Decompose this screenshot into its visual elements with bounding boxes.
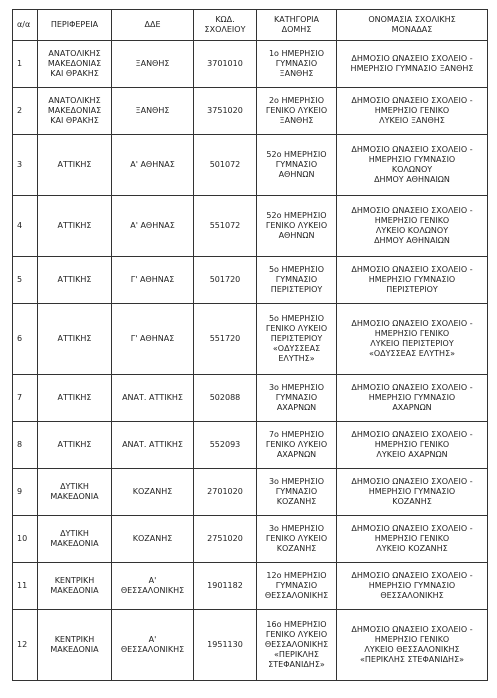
cell-text-line: ΚΟΖΑΝΗΣ	[132, 487, 173, 496]
cell-text-line: ΔΥΤΙΚΗ	[60, 529, 89, 538]
table-row	[13, 135, 488, 196]
cell-text-line: 501720	[209, 275, 241, 284]
col-aa-cell	[13, 196, 38, 257]
cell-text-line: ΔΗΜΟΣΙΟ ΩΝΑΣΕΙΟ ΣΧΟΛΕΙΟ -	[351, 477, 473, 486]
cell-text-line: 502088	[209, 393, 241, 402]
col-region-cell	[38, 88, 112, 135]
header-dde	[112, 10, 194, 41]
cell-text-line: ΑΝΑΤ. ΑΤΤΙΚΗΣ	[122, 440, 183, 449]
col-region-cell	[38, 375, 112, 422]
header-text-line: ΟΝΟΜΑΣΙΑ ΣΧΟΛΙΚΗΣ	[368, 15, 456, 24]
col-aa-cell	[13, 304, 38, 375]
cell-text-line: ΜΑΚΕΔΟΝΙΑ	[50, 492, 99, 501]
cell-text-line: ΜΑΚΕΔΟΝΙΑΣ	[47, 59, 102, 68]
col-aa-cell	[13, 257, 38, 304]
cell-text-line: ΠΕΡΙΣΤΕΡΙΟΥ	[270, 334, 323, 343]
col-aa-cell	[13, 422, 38, 469]
cell-text-line: 551072	[209, 221, 241, 230]
cell-text-line: ΠΕΡΙΣΤΕΡΙΟΥ	[270, 285, 323, 294]
col-dde-cell	[112, 610, 194, 681]
col-code-cell	[194, 469, 257, 516]
cell-text-line: 3ο ΗΜΕΡΗΣΙΟ	[268, 477, 325, 486]
cell-text-line: ΘΕΣΣΑΛΟΝΙΚΗΣ	[380, 591, 444, 600]
col-school-name-cell	[337, 257, 488, 304]
header-code	[194, 10, 257, 41]
cell-text-line: 5ο ΗΜΕΡΗΣΙΟ	[268, 314, 325, 323]
col-dde-cell	[112, 304, 194, 375]
col-school-name-cell	[337, 304, 488, 375]
col-dde-cell	[112, 135, 194, 196]
col-school-name-cell	[337, 196, 488, 257]
col-school-name-cell	[337, 41, 488, 88]
cell-text-line: ΓΥΜΝΑΣΙΟ	[275, 275, 318, 284]
cell-text-line: ΗΜΕΡΗΣΙΟ ΓΕΝΙΚΟ	[374, 106, 450, 115]
cell-text-line: «ΟΔΥΣΣΕΑΣ	[272, 344, 321, 353]
cell-text-line: ΑΧΑΡΝΩΝ	[276, 450, 317, 459]
cell-text-line: ΜΑΚΕΔΟΝΙΑ	[50, 645, 99, 654]
col-region-cell	[38, 610, 112, 681]
col-region-cell	[38, 196, 112, 257]
col-region-cell	[38, 516, 112, 563]
col-code-cell	[194, 516, 257, 563]
cell-text-line: ΔΗΜΟΣΙΟ ΩΝΑΣΕΙΟ ΣΧΟΛΕΙΟ -	[351, 319, 473, 328]
cell-text-line: 3ο ΗΜΕΡΗΣΙΟ	[268, 383, 325, 392]
cell-text-line: 1901182	[207, 581, 243, 590]
cell-text-line: ΔΗΜΟΣΙΟ ΩΝΑΣΕΙΟ ΣΧΟΛΕΙΟ -	[351, 571, 473, 580]
header-school-name	[337, 10, 488, 41]
cell-text-line: ΞΑΝΘΗΣ	[135, 106, 170, 115]
col-category-cell	[257, 41, 337, 88]
col-category-cell	[257, 516, 337, 563]
col-region-cell	[38, 41, 112, 88]
cell-text-line: ΔΗΜΟΣΙΟ ΩΝΑΣΕΙΟ ΣΧΟΛΕΙΟ -	[351, 625, 473, 634]
cell-text-line: 7	[17, 393, 23, 402]
cell-text-line: ΗΜΕΡΗΣΙΟ ΓΥΜΝΑΣΙΟ	[368, 155, 456, 164]
col-region-cell	[38, 135, 112, 196]
cell-text-line: ΞΑΝΘΗΣ	[135, 59, 170, 68]
cell-text-line: ΗΜΕΡΗΣΙΟ ΓΕΝΙΚΟ	[374, 440, 450, 449]
cell-text-line: Α'	[148, 635, 157, 644]
col-category-cell	[257, 610, 337, 681]
col-code-cell	[194, 41, 257, 88]
col-dde-cell	[112, 375, 194, 422]
col-dde-cell	[112, 422, 194, 469]
cell-text-line: ΘΕΣΣΑΛΟΝΙΚΗΣ	[120, 645, 185, 654]
cell-text-line: ΕΛΥΤΗΣ»	[278, 354, 315, 363]
cell-text-line: ΘΕΣΣΑΛΟΝΙΚΗΣ	[264, 591, 329, 600]
header-text-line: ΠΕΡΙΦΕΡΕΙΑ	[50, 20, 99, 29]
cell-text-line: 552093	[209, 440, 241, 449]
cell-text-line: ΛΥΚΕΙΟ ΘΕΣΣΑΛΟΝΙΚΗΣ	[364, 645, 460, 654]
cell-text-line: ΛΥΚΕΙΟ ΑΧΑΡΝΩΝ	[376, 450, 448, 459]
col-dde-cell	[112, 196, 194, 257]
col-category-cell	[257, 469, 337, 516]
cell-text-line: ΔΗΜΟΥ ΑΘΗΝΑΙΩΝ	[374, 236, 450, 245]
cell-text-line: ΗΜΕΡΗΣΙΟ ΓΥΜΝΑΣΙΟ	[368, 275, 456, 284]
cell-text-line: 6	[17, 334, 23, 343]
col-aa-cell	[13, 469, 38, 516]
cell-text-line: 4	[17, 221, 23, 230]
header-region	[38, 10, 112, 41]
col-school-name-cell	[337, 516, 488, 563]
cell-text-line: ΑΤΤΙΚΗΣ	[57, 440, 92, 449]
cell-text-line: 12ο ΗΜΕΡΗΣΙΟ	[266, 571, 327, 580]
cell-text-line: ΑΧΑΡΝΩΝ	[276, 403, 317, 412]
col-code-cell	[194, 375, 257, 422]
table-row	[13, 469, 488, 516]
cell-text-line: ΔΗΜΟΣΙΟ ΩΝΑΣΕΙΟ ΣΧΟΛΕΙΟ -	[351, 145, 473, 154]
cell-text-line: 12	[17, 640, 28, 649]
header-text-line: ΜΟΝΑΔΑΣ	[391, 25, 433, 34]
cell-text-line: ΘΕΣΣΑΛΟΝΙΚΗΣ	[120, 586, 185, 595]
cell-text-line: ΚΑΙ ΘΡΑΚΗΣ	[50, 116, 99, 125]
col-aa-cell	[13, 375, 38, 422]
table-row	[13, 196, 488, 257]
cell-text-line: ΞΑΝΘΗΣ	[279, 69, 314, 78]
col-dde-cell	[112, 88, 194, 135]
col-code-cell	[194, 135, 257, 196]
cell-text-line: ΓΕΝΙΚΟ ΛΥΚΕΙΟ	[265, 221, 328, 230]
col-aa-cell	[13, 88, 38, 135]
cell-text-line: ΜΑΚΕΔΟΝΙΑ	[50, 539, 99, 548]
col-dde-cell	[112, 563, 194, 610]
col-aa-cell	[13, 41, 38, 88]
cell-text-line: «ΠΕΡΙΚΛΗΣ ΣΤΕΦΑΝΙΔΗΣ»	[359, 655, 465, 664]
cell-text-line: ΛΥΚΕΙΟ ΠΕΡΙΣΤΕΡΙΟΥ	[370, 339, 454, 348]
cell-text-line: 9	[17, 487, 23, 496]
header-category	[257, 10, 337, 41]
cell-text-line: ΞΑΝΘΗΣ	[279, 116, 314, 125]
cell-text-line: 1	[17, 59, 23, 68]
cell-text-line: ΗΜΕΡΗΣΙΟ ΓΥΜΝΑΣΙΟ ΞΑΝΘΗΣ	[350, 64, 474, 73]
table-row	[13, 88, 488, 135]
cell-text-line: ΑΝΑΤΟΛΙΚΗΣ	[48, 49, 101, 58]
cell-text-line: 16ο ΗΜΕΡΗΣΙΟ	[266, 620, 327, 629]
cell-text-line: ΗΜΕΡΗΣΙΟ ΓΥΜΝΑΣΙΟ	[368, 393, 456, 402]
cell-text-line: «ΠΕΡΙΚΛΗΣ	[274, 650, 319, 659]
col-aa-cell	[13, 563, 38, 610]
cell-text-line: Α' ΑΘΗΝΑΣ	[130, 160, 175, 169]
cell-text-line: ΚΟΛΩΝΟΥ	[391, 165, 433, 174]
cell-text-line: ΔΗΜΟΣΙΟ ΩΝΑΣΕΙΟ ΣΧΟΛΕΙΟ -	[351, 430, 473, 439]
col-region-cell	[38, 563, 112, 610]
col-code-cell	[194, 257, 257, 304]
cell-text-line: ΗΜΕΡΗΣΙΟ ΓΥΜΝΑΣΙΟ	[368, 581, 456, 590]
col-aa-cell	[13, 610, 38, 681]
col-school-name-cell	[337, 422, 488, 469]
cell-text-line: 2ο ΗΜΕΡΗΣΙΟ	[268, 96, 325, 105]
col-school-name-cell	[337, 563, 488, 610]
cell-text-line: 3ο ΗΜΕΡΗΣΙΟ	[268, 524, 325, 533]
cell-text-line: ΓΥΜΝΑΣΙΟ	[275, 487, 318, 496]
col-category-cell	[257, 196, 337, 257]
cell-text-line: ΔΗΜΟΣΙΟ ΩΝΑΣΕΙΟ ΣΧΟΛΕΙΟ -	[351, 54, 473, 63]
cell-text-line: ΣΤΕΦΑΝΙΔΗΣ»	[268, 660, 325, 669]
cell-text-line: ΛΥΚΕΙΟ ΚΟΛΩΝΟΥ	[375, 226, 449, 235]
cell-text-line: ΑΤΤΙΚΗΣ	[57, 275, 92, 284]
header-aa	[13, 10, 38, 41]
cell-text-line: ΓΕΝΙΚΟ ΛΥΚΕΙΟ	[265, 630, 328, 639]
table-row	[13, 516, 488, 563]
cell-text-line: 5ο ΗΜΕΡΗΣΙΟ	[268, 265, 325, 274]
col-code-cell	[194, 88, 257, 135]
cell-text-line: ΚΕΝΤΡΙΚΗ	[54, 635, 95, 644]
cell-text-line: ΓΥΜΝΑΣΙΟ	[275, 59, 318, 68]
cell-text-line: 3	[17, 160, 23, 169]
cell-text-line: 8	[17, 440, 23, 449]
cell-text-line: ΗΜΕΡΗΣΙΟ ΓΥΜΝΑΣΙΟ	[368, 487, 456, 496]
cell-text-line: ΔΗΜΟΣΙΟ ΩΝΑΣΕΙΟ ΣΧΟΛΕΙΟ -	[351, 206, 473, 215]
cell-text-line: ΓΥΜΝΑΣΙΟ	[275, 581, 318, 590]
cell-text-line: ΗΜΕΡΗΣΙΟ ΓΕΝΙΚΟ	[374, 216, 450, 225]
col-dde-cell	[112, 516, 194, 563]
table-row	[13, 304, 488, 375]
table-row	[13, 422, 488, 469]
col-category-cell	[257, 422, 337, 469]
cell-text-line: Γ' ΑΘΗΝΑΣ	[130, 334, 175, 343]
cell-text-line: 501072	[209, 160, 241, 169]
cell-text-line: ΑΝΑΤΟΛΙΚΗΣ	[48, 96, 101, 105]
cell-text-line: 1951130	[207, 640, 243, 649]
cell-text-line: ΚΟΖΑΝΗΣ	[132, 534, 173, 543]
cell-text-line: ΑΝΑΤ. ΑΤΤΙΚΗΣ	[122, 393, 183, 402]
cell-text-line: ΑΤΤΙΚΗΣ	[57, 160, 92, 169]
table-row	[13, 610, 488, 681]
header-text-line: ΔΟΜΗΣ	[281, 25, 312, 34]
header-row	[13, 10, 488, 41]
col-region-cell	[38, 257, 112, 304]
cell-text-line: ΓΥΜΝΑΣΙΟ	[275, 393, 318, 402]
col-dde-cell	[112, 257, 194, 304]
cell-text-line: ΜΑΚΕΔΟΝΙΑΣ	[47, 106, 102, 115]
cell-text-line: 1ο ΗΜΕΡΗΣΙΟ	[268, 49, 325, 58]
col-school-name-cell	[337, 135, 488, 196]
cell-text-line: 2701020	[207, 487, 243, 496]
cell-text-line: ΚΑΙ ΘΡΑΚΗΣ	[50, 69, 99, 78]
col-category-cell	[257, 135, 337, 196]
header-text-line: ΚΩΔ.	[215, 15, 235, 24]
cell-text-line: ΑΤΤΙΚΗΣ	[57, 334, 92, 343]
cell-text-line: 10	[17, 534, 28, 543]
col-code-cell	[194, 610, 257, 681]
cell-text-line: ΗΜΕΡΗΣΙΟ ΓΕΝΙΚΟ	[374, 635, 450, 644]
cell-text-line: 551720	[209, 334, 241, 343]
col-school-name-cell	[337, 88, 488, 135]
cell-text-line: ΜΑΚΕΔΟΝΙΑ	[50, 586, 99, 595]
table-row	[13, 375, 488, 422]
cell-text-line: ΓΕΝΙΚΟ ΛΥΚΕΙΟ	[265, 440, 328, 449]
cell-text-line: ΘΕΣΣΑΛΟΝΙΚΗΣ	[264, 640, 329, 649]
cell-text-line: Α'	[148, 576, 157, 585]
cell-text-line: 3701010	[207, 59, 243, 68]
cell-text-line: ΗΜΕΡΗΣΙΟ ΓΕΝΙΚΟ	[374, 329, 450, 338]
cell-text-line: 52ο ΗΜΕΡΗΣΙΟ	[266, 211, 327, 220]
col-category-cell	[257, 375, 337, 422]
cell-text-line: ΑΧΑΡΝΩΝ	[392, 403, 432, 412]
cell-text-line: ΑΘΗΝΩΝ	[278, 170, 315, 179]
col-code-cell	[194, 563, 257, 610]
header-text-line: ΔΔΕ	[144, 20, 161, 29]
cell-text-line: 2751020	[207, 534, 243, 543]
table-row	[13, 41, 488, 88]
cell-text-line: ΑΘΗΝΩΝ	[278, 231, 315, 240]
col-school-name-cell	[337, 375, 488, 422]
cell-text-line: 7ο ΗΜΕΡΗΣΙΟ	[268, 430, 325, 439]
col-aa-cell	[13, 516, 38, 563]
schools-table	[12, 9, 488, 681]
cell-text-line: ΛΥΚΕΙΟ ΚΟΖΑΝΗΣ	[376, 544, 448, 553]
col-category-cell	[257, 257, 337, 304]
col-dde-cell	[112, 41, 194, 88]
header-text-line: ΚΑΤΗΓΟΡΙΑ	[273, 15, 320, 24]
cell-text-line: Α' ΑΘΗΝΑΣ	[130, 221, 175, 230]
col-category-cell	[257, 304, 337, 375]
cell-text-line: ΚΟΖΑΝΗΣ	[276, 544, 317, 553]
cell-text-line: ΓΕΝΙΚΟ ΛΥΚΕΙΟ	[265, 534, 328, 543]
cell-text-line: ΚΟΖΑΝΗΣ	[276, 497, 317, 506]
cell-text-line: ΑΤΤΙΚΗΣ	[57, 393, 92, 402]
table-header	[13, 10, 488, 41]
cell-text-line: ΛΥΚΕΙΟ ΞΑΝΘΗΣ	[379, 116, 445, 125]
cell-text-line: ΓΕΝΙΚΟ ΛΥΚΕΙΟ	[265, 324, 328, 333]
cell-text-line: ΓΥΜΝΑΣΙΟ	[275, 160, 318, 169]
cell-text-line: ΔΗΜΟΣΙΟ ΩΝΑΣΕΙΟ ΣΧΟΛΕΙΟ -	[351, 524, 473, 533]
table-row	[13, 257, 488, 304]
col-dde-cell	[112, 469, 194, 516]
cell-text-line: 3751020	[207, 106, 243, 115]
cell-text-line: ΚΟΖΑΝΗΣ	[392, 497, 432, 506]
cell-text-line: ΔΗΜΟΥ ΑΘΗΝΑΙΩΝ	[374, 175, 450, 184]
cell-text-line: 11	[17, 581, 28, 590]
col-region-cell	[38, 422, 112, 469]
table-row	[13, 563, 488, 610]
col-region-cell	[38, 469, 112, 516]
cell-text-line: 2	[17, 106, 23, 115]
table-body	[13, 41, 488, 681]
col-category-cell	[257, 563, 337, 610]
col-region-cell	[38, 304, 112, 375]
cell-text-line: «ΟΔΥΣΣΕΑΣ ΕΛΥΤΗΣ»	[368, 349, 456, 358]
col-aa-cell	[13, 135, 38, 196]
header-text-line: ΣΧΟΛΕΙΟΥ	[204, 25, 246, 34]
col-code-cell	[194, 196, 257, 257]
cell-text-line: ΔΥΤΙΚΗ	[60, 482, 89, 491]
cell-text-line: ΔΗΜΟΣΙΟ ΩΝΑΣΕΙΟ ΣΧΟΛΕΙΟ -	[351, 96, 473, 105]
cell-text-line: ΑΤΤΙΚΗΣ	[57, 221, 92, 230]
cell-text-line: ΠΕΡΙΣΤΕΡΙΟΥ	[386, 285, 438, 294]
cell-text-line: ΔΗΜΟΣΙΟ ΩΝΑΣΕΙΟ ΣΧΟΛΕΙΟ -	[351, 383, 473, 392]
col-school-name-cell	[337, 610, 488, 681]
cell-text-line: ΚΕΝΤΡΙΚΗ	[54, 576, 95, 585]
cell-text-line: 52ο ΗΜΕΡΗΣΙΟ	[266, 150, 327, 159]
col-code-cell	[194, 304, 257, 375]
col-code-cell	[194, 422, 257, 469]
col-category-cell	[257, 88, 337, 135]
header-text-line: α/α	[17, 20, 31, 29]
cell-text-line: ΔΗΜΟΣΙΟ ΩΝΑΣΕΙΟ ΣΧΟΛΕΙΟ -	[351, 265, 473, 274]
cell-text-line: 5	[17, 275, 23, 284]
cell-text-line: Γ' ΑΘΗΝΑΣ	[130, 275, 175, 284]
cell-text-line: ΓΕΝΙΚΟ ΛΥΚΕΙΟ	[265, 106, 328, 115]
cell-text-line: ΗΜΕΡΗΣΙΟ ΓΕΝΙΚΟ	[374, 534, 450, 543]
col-school-name-cell	[337, 469, 488, 516]
